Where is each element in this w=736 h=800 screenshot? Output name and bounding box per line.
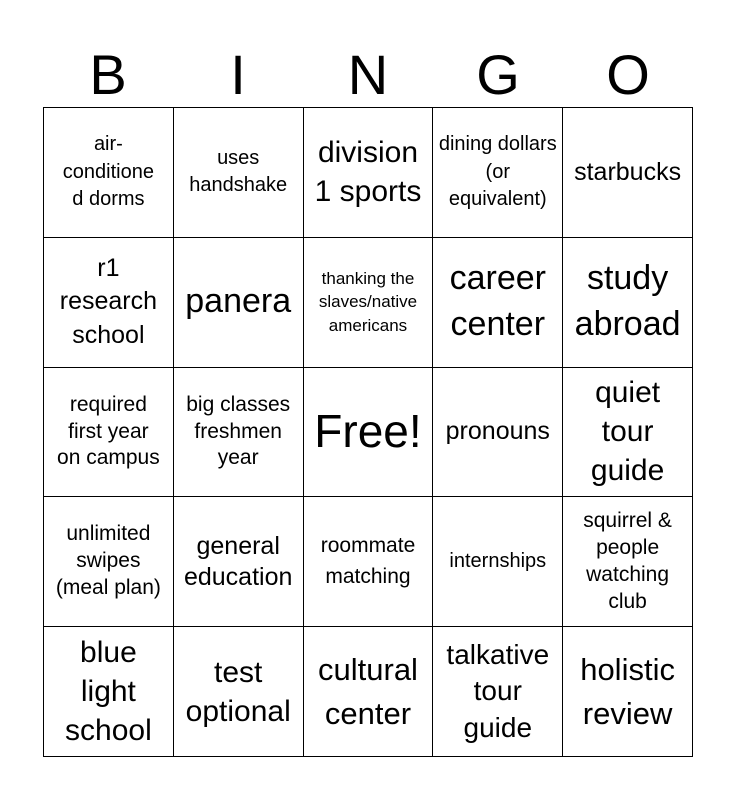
cell-text: pronouns [445, 417, 550, 446]
cell-text: test optional [185, 655, 291, 728]
cell-text: dining dollars (or equivalent) [438, 133, 557, 211]
cell-text: thanking the slaves/native americans [318, 268, 418, 336]
bingo-cell[interactable] [433, 627, 563, 757]
bingo-cell[interactable] [563, 108, 693, 238]
bingo-cell[interactable] [174, 238, 304, 368]
bingo-cell[interactable] [433, 368, 563, 498]
header-letter-g: G [476, 43, 520, 106]
cell-text: unlimited swipes (meal plan) [55, 522, 161, 600]
header-letter-i: I [230, 43, 246, 106]
bingo-cell[interactable] [433, 497, 563, 627]
cell-text: talkative tour guide [446, 639, 550, 743]
bingo-cell[interactable] [174, 497, 304, 627]
header-letter-o: O [606, 43, 650, 106]
bingo-board [43, 107, 693, 757]
bingo-cell[interactable] [433, 108, 563, 238]
bingo-cell[interactable] [174, 627, 304, 757]
cell-text: uses handshake [189, 146, 288, 197]
bingo-cell[interactable] [563, 238, 693, 368]
bingo-cell[interactable] [44, 108, 174, 238]
bingo-cell[interactable] [304, 627, 434, 757]
bingo-cell[interactable] [44, 627, 174, 757]
bingo-cell[interactable] [44, 238, 174, 368]
bingo-cell[interactable] [563, 497, 693, 627]
free-space-cell[interactable] [304, 368, 434, 498]
bingo-cell[interactable] [304, 238, 434, 368]
cell-text: cultural center [318, 651, 418, 731]
cell-text: required first year on campus [57, 392, 160, 470]
cell-text: panera [185, 282, 292, 321]
cell-text: r1 research school [59, 253, 158, 350]
cell-text: general education [183, 531, 293, 591]
bingo-header [43, 44, 693, 106]
bingo-cell[interactable] [563, 627, 693, 757]
cell-text: division 1 sports [314, 136, 422, 209]
header-letter-b: B [89, 43, 127, 106]
cell-text: internships [449, 549, 547, 572]
cell-text: career center [449, 259, 546, 344]
cell-text: roommate matching [320, 534, 416, 588]
bingo-cell[interactable] [304, 497, 434, 627]
cell-text: study abroad [574, 259, 681, 344]
cell-text: starbucks [574, 157, 682, 186]
cell-text: big classes freshmen year [186, 392, 291, 470]
cell-text: quiet tour guide [590, 376, 665, 488]
cell-text: squirrel & people watching club [583, 509, 672, 613]
bingo-cell[interactable] [44, 497, 174, 627]
cell-text: holistic review [580, 651, 675, 731]
free-space-text: Free! [314, 405, 422, 458]
cell-text: air-conditioned dorms [62, 133, 154, 211]
cell-text: blue light school [65, 636, 152, 748]
header-letter-n: N [347, 43, 389, 106]
bingo-cell[interactable] [174, 368, 304, 498]
bingo-cell[interactable] [304, 108, 434, 238]
bingo-cell[interactable] [174, 108, 304, 238]
bingo-cell[interactable] [433, 238, 563, 368]
bingo-cell[interactable] [44, 368, 174, 498]
bingo-cell[interactable] [563, 368, 693, 498]
